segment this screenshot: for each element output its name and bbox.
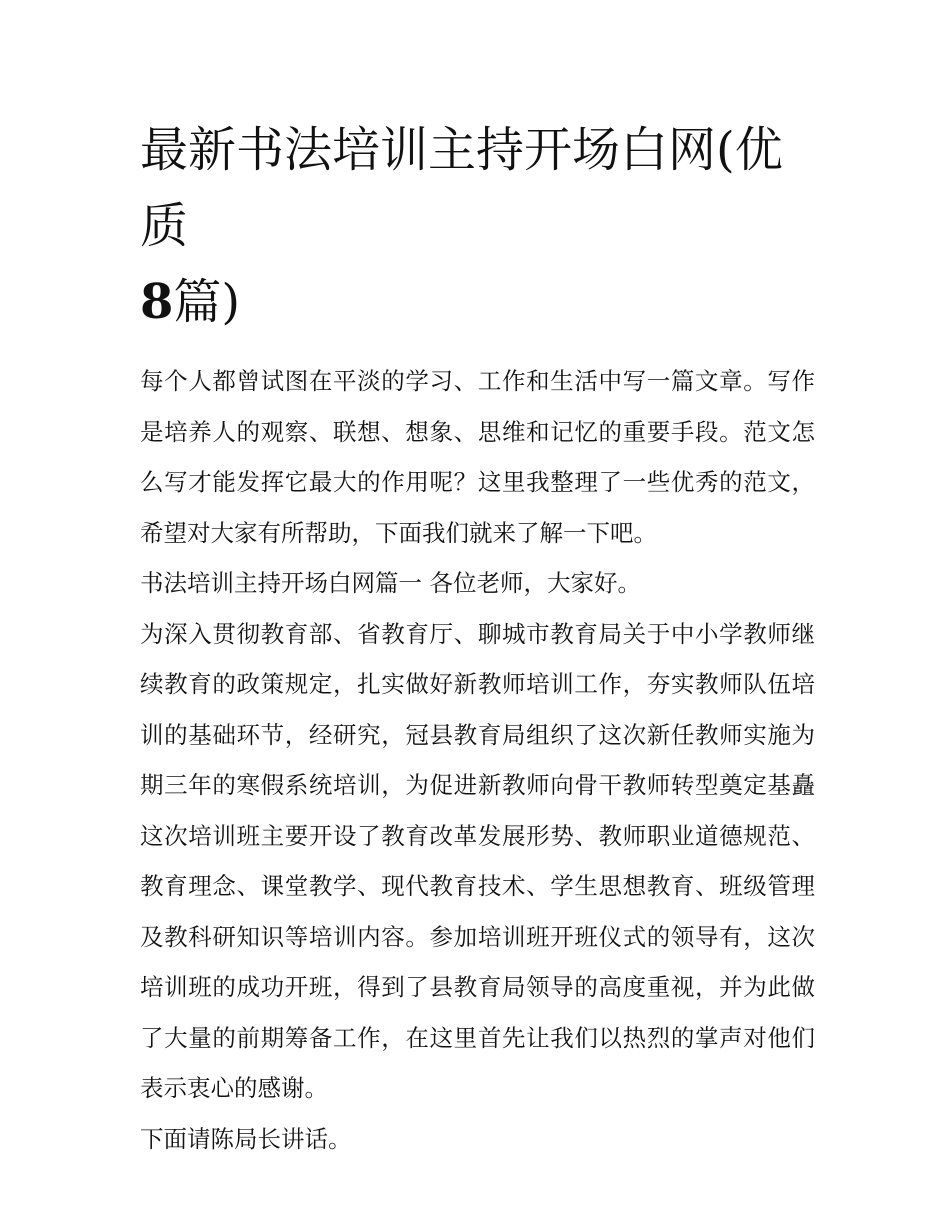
document-page: [140, 112, 815, 1164]
paragraph-body: 为深入贯彻教育部、省教育厅、聊城市教育局关于中小学教师继续教育的政策规定，扎实做好新教师培训工作，夯实教师队伍培训的基础环节，经研究，冠县教育局组织了这次新任教师实施为期三年的寒假系统培训，为促进新教师向骨干教师转型奠定基矗这次培训班主要开设了教育改革发展形势、教师职业道德规范、教育理念、课堂教学、现代教育技术、学生思想教育、班级管理及教科研知识等培训内容。参加培训班开班仪式的领导有，这次培训班的成功开班，得到了县教育局领导的高度重视，并为此做了大量的前期筹备工作，在这里首先让我们以热烈的掌声对他们表示衷心的感谢。: [140, 619, 815, 1102]
paragraph-closing: 下面请陈局长讲话。: [140, 1124, 352, 1153]
title-number: 8: [140, 274, 174, 330]
document-title: [140, 112, 815, 340]
paragraph-greeting: 书法培训主持开场白网篇一 各位老师，大家好。: [140, 569, 641, 597]
paragraph-intro: 每个人都曾试图在平淡的学习、工作和生活中写一篇文章。写作是培养人的观察、联想、想象、思维和记忆的重要手段。范文怎么写才能发挥它最大的作用呢？这里我整理了一些优秀的范文，希望对大家有所帮助，下面我们就来了解一下吧。: [140, 367, 815, 547]
title-text-part1: 最新书法培训主持开场白网(优质: [140, 122, 783, 254]
title-text-part2: 篇): [173, 274, 241, 330]
